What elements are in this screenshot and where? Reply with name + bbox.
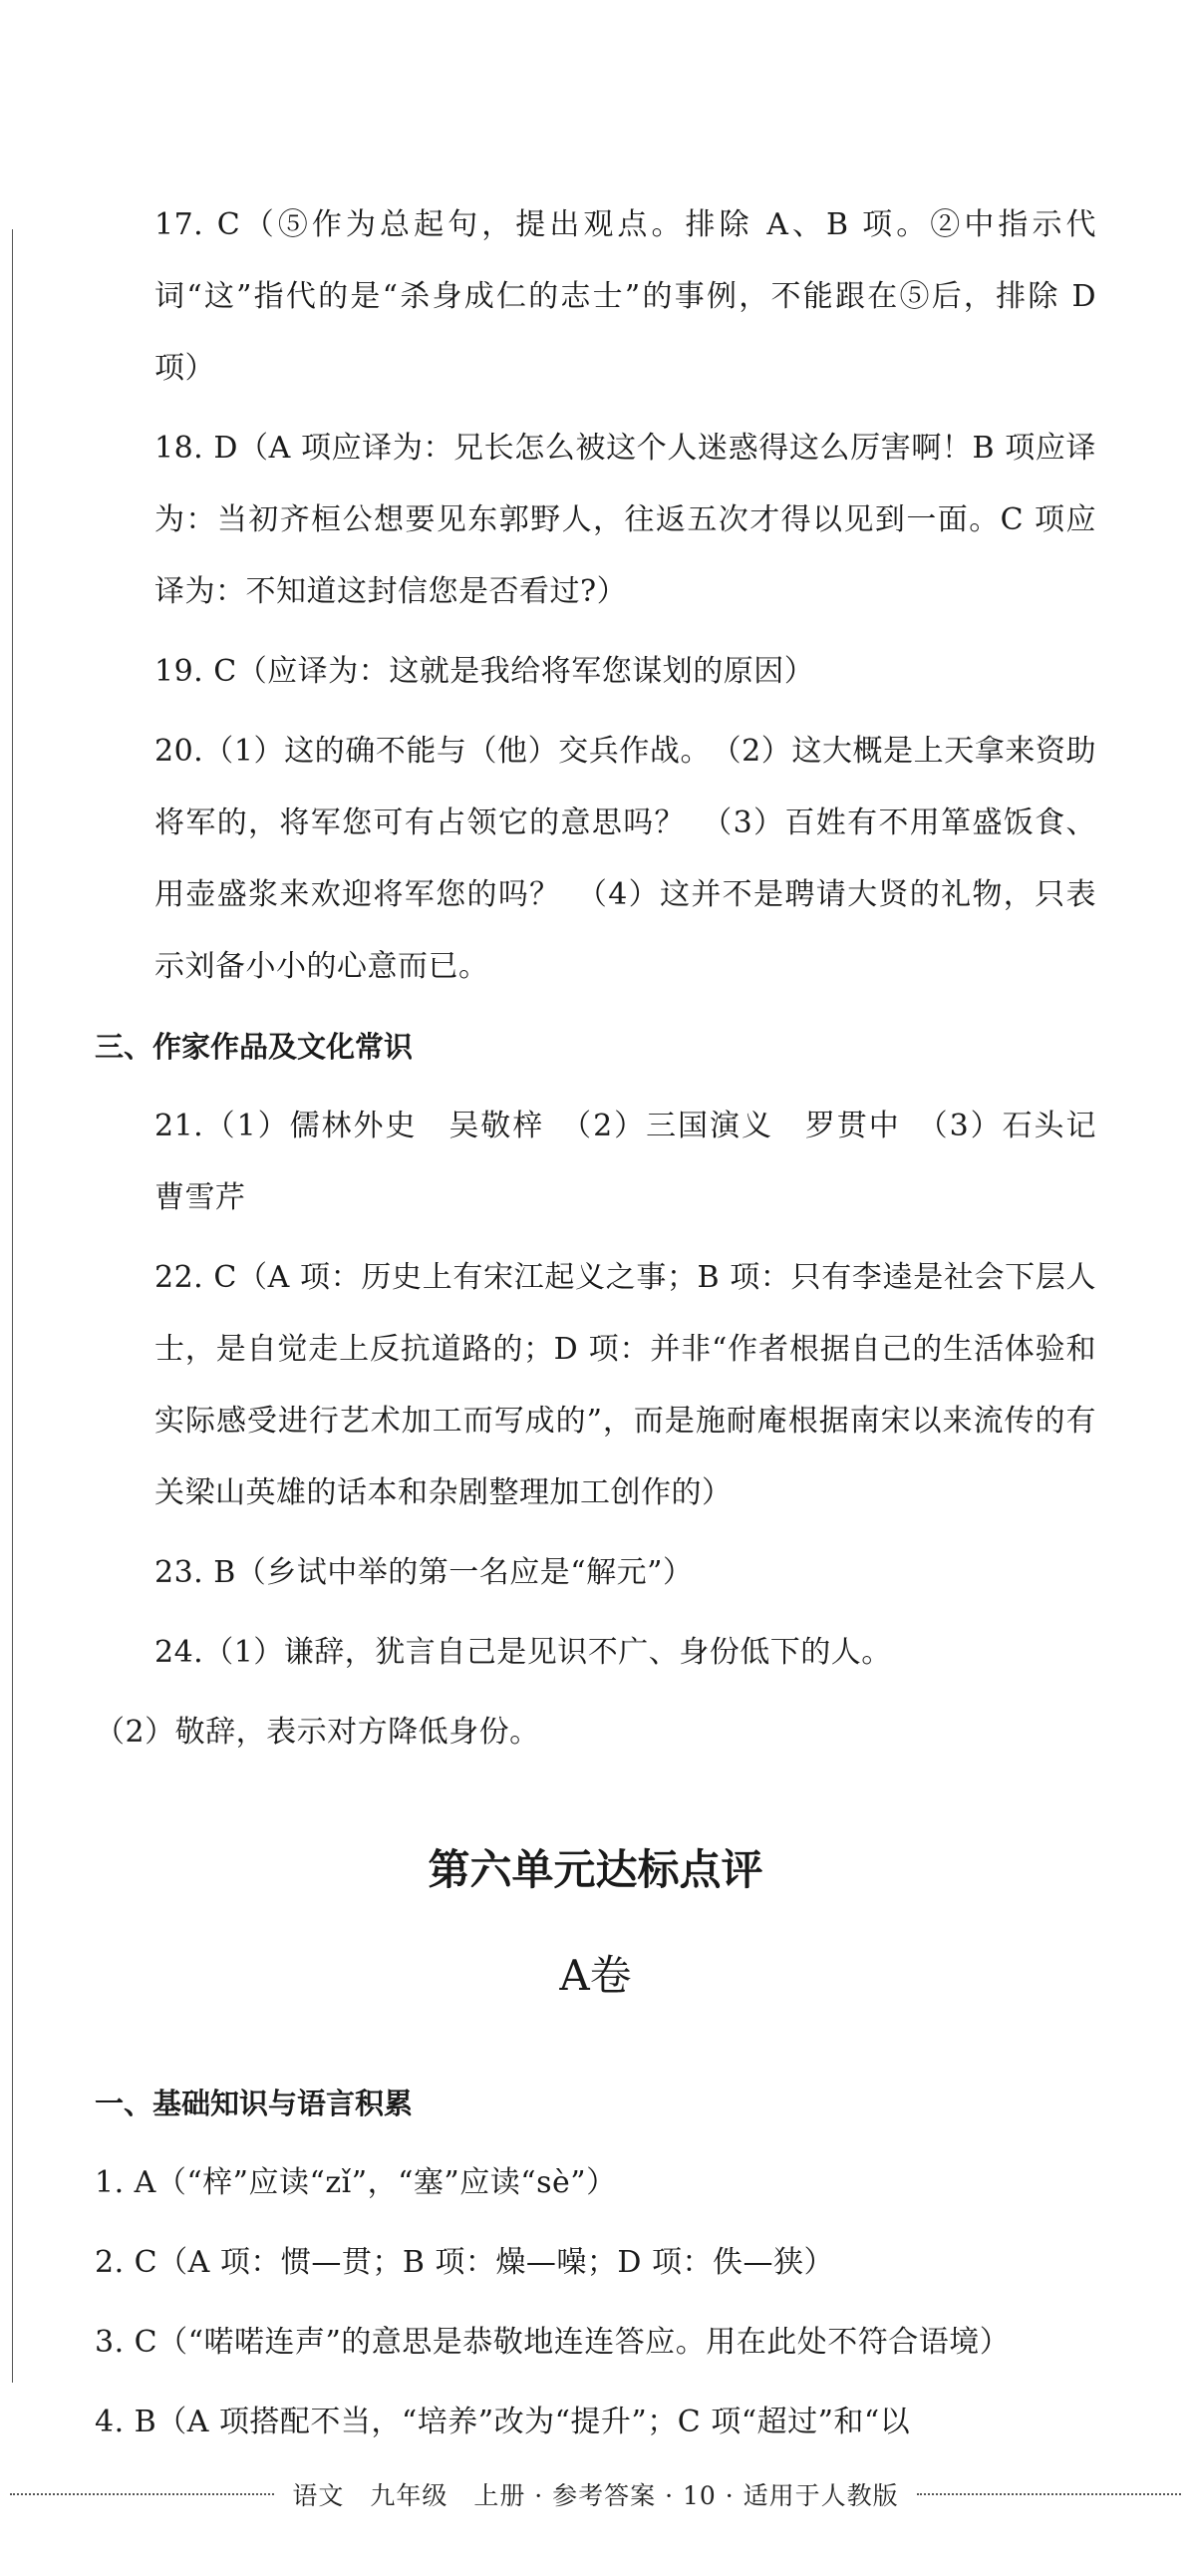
footer-text: 语文 九年级 上册 · 参考答案 · 10 · 适用于人教版 <box>292 2481 899 2510</box>
answer-21: 21.（1）儒林外史 吴敬梓 （2）三国演义 罗贯中 （3）石头记 曹雪芹 <box>154 1109 1127 1215</box>
answer-2: 2. C（A 项：惯—贯；B 项：燥—噪；D 项：佚—狭） <box>95 2245 834 2280</box>
section-1-heading: 一、基础知识与语言积累 <box>95 2087 414 2120</box>
answer-24-2: （2）敬辞，表示对方降低身份。 <box>95 1715 540 1750</box>
answer-19: 19. C（应译为：这就是我给将军您谋划的原因） <box>154 654 815 689</box>
answer-1: 1. A（“梓”应读“zǐ”，“塞”应读“sè”） <box>95 2165 617 2200</box>
answer-3: 3. C（“喏喏连声”的意思是恭敬地连连答应。用在此处不符合语境） <box>95 2325 1011 2360</box>
answer-23: 23. B（乡试中举的第一名应是“解元”） <box>154 1555 694 1590</box>
answer-24-1: 24.（1）谦辞，犹言自己是见识不广、身份低下的人。 <box>154 1635 892 1670</box>
answer-page <box>95 189 1127 2466</box>
binding-margin-line <box>12 229 13 2383</box>
footer-dotted-rule-right <box>917 2493 1181 2495</box>
answer-18: 18. D（A 项应译为：兄长怎么被这个人迷惑得这么厉害啊！B 项应译为：当初齐桓公想要见东郭野人，往返五次才得以见到一面。C 项应译为：不知道这封信您是否看过?） <box>154 431 1096 609</box>
volume-title: A卷 <box>559 1951 632 2000</box>
answer-22: 22. C（A 项：历史上有宋江起义之事；B 项：只有李逵是社会下层人士，是自觉走上反抗道路的；D 项：并非“作者根据自己的生活体验和实际感受进行艺术加工而写成的”，而是施耐庵根据南宋以来流传的有关梁山英雄的话本和杂剧整理加工创作的） <box>154 1260 1096 1510</box>
section-3-heading: 三、作家作品及文化常识 <box>95 1030 414 1064</box>
answer-4: 4. B（A 项搭配不当，“培养”改为“提升”；C 项“超过”和“以 <box>95 2405 911 2439</box>
answer-20: 20.（1）这的确不能与（他）交兵作战。 （2）这大概是上天拿来资助将军的，将军您可有占领它的意思吗？ （3）百姓有不用箪盛饭食、用壶盛浆来欢迎将军您的吗？ （4）这并不是聘请大贤的礼物，只表示刘备小小的心意而已。 <box>154 734 1096 984</box>
unit-title: 第六单元达标点评 <box>428 1845 763 1894</box>
answer-17: 17. C（⑤作为总起句，提出观点。排除 A、B 项。②中指示代词“这”指代的是“杀身成仁的志士”的事例，不能跟在⑤后，排除 D 项） <box>154 207 1096 386</box>
footer-dotted-rule-left <box>10 2493 274 2495</box>
page-footer <box>0 2474 1191 2514</box>
